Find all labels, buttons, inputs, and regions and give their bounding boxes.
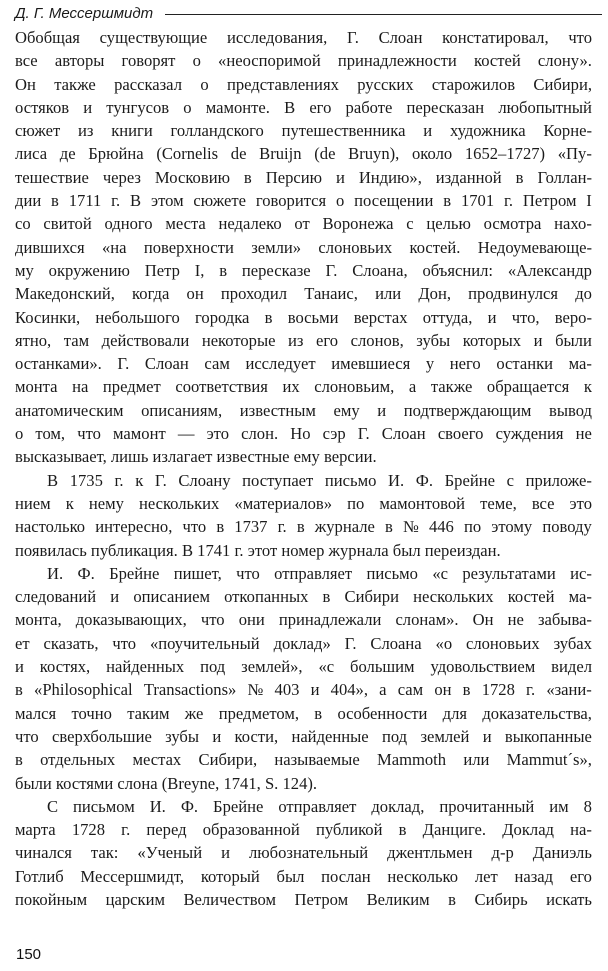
text-line: анатомическим описаниям, известным ему и подтверждающим вывод (15, 400, 592, 420)
text-line: высказывает, лишь излагает известные ему версии. (15, 447, 377, 467)
text-line: что сверхбольшие зубы и кости, найденные под землей и выкопанные (15, 726, 592, 746)
text-line: со свитой одного места недалеко от Воронежа с целью осмотра нахо- (15, 214, 592, 234)
text-line: Обобщая существующие исследования, Г. Слоан констатировал, что (15, 28, 592, 47)
text-line: Он также рассказал о представлениях русских старожилов Сибири, (15, 74, 592, 94)
text-line: настолько интересно, что в 1737 г. в журнале в № 446 по этому поводу (15, 517, 592, 537)
text-line: появилась публикация. В 1741 г. этот номер журнала был переиздан. (15, 540, 501, 560)
text-line: му окружению Петр I, в пересказе Г. Слоана, объяснил: «Александр (15, 260, 592, 280)
text-line: дившихся «на поверхности земли» слоновьих костей. Недоумевающе- (15, 237, 592, 257)
text-line: монта, доказывающих, что они принадлежали слонам». Он не забыва- (15, 610, 592, 630)
page-number: 150 (16, 946, 42, 963)
text-line: все авторы говорят о «неоспоримой принадлежности костей слону». (15, 51, 592, 71)
text-line: сюжет из книги голландского путешественника и художника Корне- (15, 121, 592, 141)
header-rule (165, 14, 602, 15)
text-line: ет сказать, что «поучительный доклад» Г. Слоана «о слоновьих зубах (15, 633, 592, 653)
text-line: останками». Г. Слоан сам исследует имевшиеся у него останки ма- (15, 354, 592, 374)
text-line: В 1735 г. к Г. Слоану поступает письмо И. Ф. Брейне с приложе- (47, 470, 592, 490)
text-line: мался точно таким же предметом, в особенности для доказательства, (15, 703, 592, 723)
text-line: чинался так: «Ученый и любознательный джентльмен д-р Даниэль (15, 843, 592, 863)
text-line: лиса де Брюйна (Cornelis de Bruijn (de Bruyn), около 1652–1727) «Пу- (15, 144, 592, 164)
page-header (15, 4, 602, 22)
text-line: И. Ф. Брейне пишет, что отправляет письмо «с результатами ис- (47, 563, 592, 583)
text-line: монта на предмет соответствия их слоновьим, а также обращается к (15, 377, 592, 397)
text-line: были костями слона (Breyne, 1741, S. 124). (15, 773, 318, 793)
text-line: Македонский, когда он проходил Танаис, или Дон, продвинулся до (15, 284, 592, 304)
text-line: тешествие через Московию в Персию и Индию», изданной в Голлан- (15, 167, 592, 187)
text-line: остяков и тунгусов о мамонте. В его работе пересказан любопытный (15, 97, 592, 117)
text-line: следований и описанием откопанных в Сибири нескольких костей ма- (15, 587, 592, 607)
body-text (15, 26, 592, 911)
text-line: и костях, найденных под землей», «с большим удовольствием видел (15, 657, 592, 677)
text-line: о том, что мамонт — это слон. Но сэр Г. Слоан своего суждения не (15, 424, 592, 444)
text-line: в отдельных местах Сибири, называемые Mammoth или Mammut´s», (15, 750, 592, 770)
running-head: Д. Г. Мессершмидт (15, 4, 154, 22)
text-line: марта 1728 г. перед образованной публикой в Данциге. Доклад на- (15, 820, 592, 840)
text-line: в «Philosophical Transactions» № 403 и 404», а сам он в 1728 г. «зани- (15, 680, 592, 700)
text-line: дии в 1711 г. В этом сюжете говорится о посещении в 1701 г. Петром I (15, 191, 592, 211)
text-line: Косинки, небольшого городка в восьми верстах оттуда, и что, веро- (15, 307, 592, 327)
text-line: ятно, там действовали некоторые из его слонов, зубы которых и были (15, 330, 592, 350)
text-line: покойным царским Величеством Петром Великим в Сибирь искать (15, 889, 592, 909)
text-line: нием к нему нескольких «материалов» по мамонтовой теме, все это (15, 493, 592, 513)
text-line: С письмом И. Ф. Брейне отправляет доклад, прочитанный им 8 (47, 796, 592, 816)
text-line: Готлиб Мессершмидт, который был послан несколько лет назад его (15, 866, 592, 886)
